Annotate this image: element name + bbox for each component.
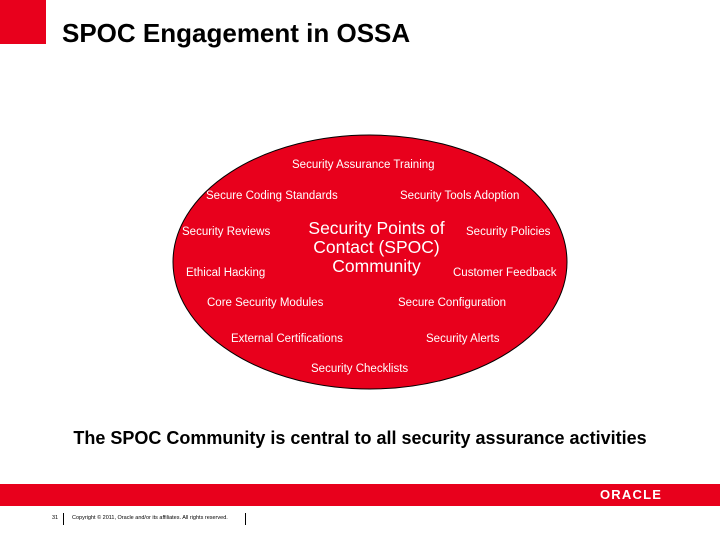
center-label xyxy=(304,219,449,276)
activity-secure-coding-standards: Secure Coding Standards xyxy=(206,190,338,202)
center-line-2: Contact (SPOC) xyxy=(313,237,440,257)
center-line-1: Security Points of xyxy=(308,218,445,238)
footer-divider xyxy=(63,513,64,525)
activity-security-reviews: Security Reviews xyxy=(182,226,271,238)
activity-security-checklists: Security Checklists xyxy=(311,363,409,375)
page-number: 31 xyxy=(52,515,59,521)
activity-security-tools-adoption: Security Tools Adoption xyxy=(400,190,520,202)
footer-divider xyxy=(245,513,246,525)
activity-security-assurance-training: Security Assurance Training xyxy=(292,159,435,171)
activity-external-certifications: External Certifications xyxy=(231,333,343,345)
accent-block xyxy=(0,0,46,44)
activity-ethical-hacking: Ethical Hacking xyxy=(186,267,266,279)
slide-tagline: The SPOC Community is central to all security assurance activities xyxy=(73,428,647,448)
slide-title: SPOC Engagement in OSSA xyxy=(62,18,411,48)
activity-secure-configuration: Secure Configuration xyxy=(398,297,507,309)
oracle-logo: ORACLE xyxy=(600,487,663,502)
copyright-notice: Copyright © 2011, Oracle and/or its affiliates. All rights reserved. xyxy=(72,515,228,521)
activity-security-policies: Security Policies xyxy=(466,226,551,238)
activity-security-alerts: Security Alerts xyxy=(426,333,500,345)
center-line-3: Community xyxy=(332,256,421,276)
activity-customer-feedback: Customer Feedback xyxy=(453,267,557,279)
activity-core-security-modules: Core Security Modules xyxy=(207,297,324,309)
